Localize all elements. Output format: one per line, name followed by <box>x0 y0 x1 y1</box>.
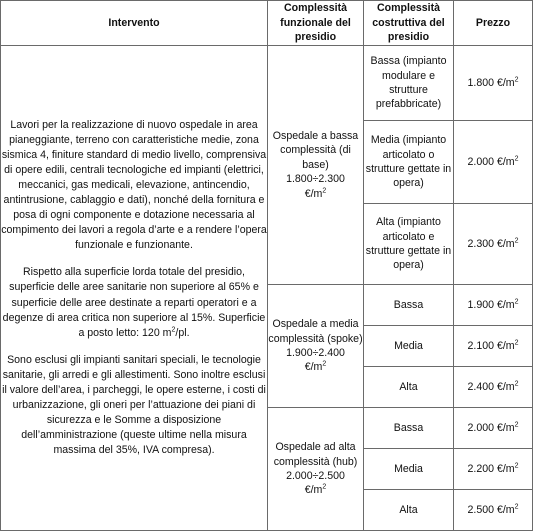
header-complessita-costruttiva: Complessità costruttiva del presidio <box>364 1 454 46</box>
description-paragraph-3: Sono esclusi gli impianti sanitari speciali, le tecnologie sanitarie, gli arredi e gli allestimenti. Sono inoltre esclusi il valore dell’area, i parcheggi, le opere esterne, i costi di urbanizzazione, gli oneri per l’attuazione dei piani di sicurezza e le Somme a disposizione dell’amministrazione (queste ultime nella misura massima del 35%, IVA compresa). <box>2 353 266 456</box>
price-cell: 2.000 $€/m^2$ <box>454 121 533 204</box>
build-complexity-cell: Alta <box>364 367 454 408</box>
price-cell: 2.500 $€/m^2$ <box>454 490 533 531</box>
build-complexity-cell: Alta <box>364 490 454 531</box>
header-row <box>1 1 533 46</box>
header-prezzo: Prezzo <box>454 1 533 46</box>
build-complexity-cell: Bassa (impianto modulare e strutture prefabbricate) <box>364 46 454 121</box>
intervento-description <box>1 46 268 531</box>
price-cell: 2.400 $€/m^2$ <box>454 367 533 408</box>
functional-complexity-high: Ospedale ad alta complessità (hub) 2.000÷2.500 $€/m^2$ <box>268 408 364 531</box>
price-cell: 2.300 $€/m^2$ <box>454 204 533 285</box>
price-cell: 1.900 $€/m^2$ <box>454 285 533 326</box>
build-complexity-cell: Alta (impianto articolato e strutture gettate in opera) <box>364 204 454 285</box>
build-complexity-cell: Media <box>364 449 454 490</box>
header-intervento: Intervento <box>1 1 268 46</box>
price-cell: 2.000 $€/m^2$ <box>454 408 533 449</box>
table-row <box>1 46 533 121</box>
functional-complexity-low: Ospedale a bassa complessità (di base) 1.800÷2.300 $€/m^2$ <box>268 46 364 285</box>
price-cell: 2.200 $€/m^2$ <box>454 449 533 490</box>
build-complexity-cell: Media (impianto articolato o strutture gettate in opera) <box>364 121 454 204</box>
functional-complexity-medium: Ospedale a media complessità (spoke) 1.900÷2.400 $€/m^2$ <box>268 285 364 408</box>
build-complexity-cell: Media <box>364 326 454 367</box>
build-complexity-cell: Bassa <box>364 408 454 449</box>
build-complexity-cell: Bassa <box>364 285 454 326</box>
header-complessita-funzionale: Complessità funzionale del presidio <box>268 1 364 46</box>
description-paragraph-2: Rispetto alla superficie lorda totale del presidio, superficie delle aree sanitarie non superiore al 65% e superficie delle aree destinate a reparti operatori e a degenze di area critica non superiore al 15%. Superficie a posto letto: 120 $m^2/pl$. <box>2 266 266 339</box>
description-paragraph-1: Lavori per la realizzazione di nuovo ospedale in area pianeggiante, terreno con caratteristiche medie, zona sismica 4, finiture standard di medio livello, comprensiva di opere edili, centrali tecnologiche ed impianti (elettrici, meccanici, gas medicali, elevazione, antincendio, antintrusione, cablaggio e dati), nonché della fornitura e posa di ogni componente e dotazione necessaria al compimento dei lavori a regola d’arte e a rendere l’opera funzionale e funzionante. <box>1 119 267 252</box>
price-cell: 1.800 $€/m^2$ <box>454 46 533 121</box>
price-cell: 2.100 $€/m^2$ <box>454 326 533 367</box>
